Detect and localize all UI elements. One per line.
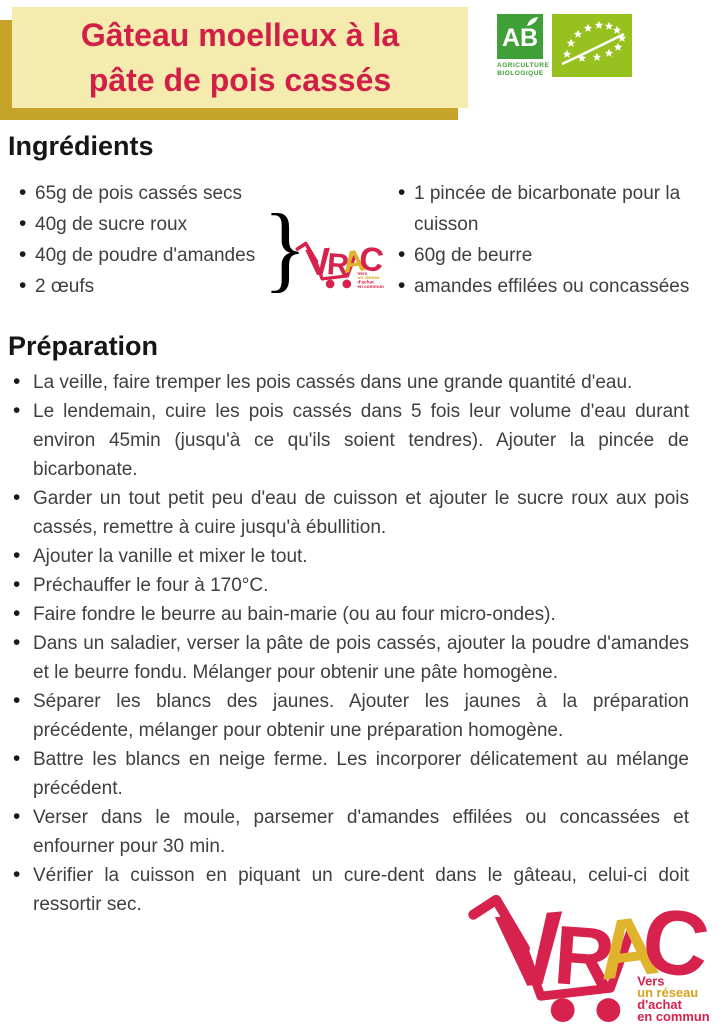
ingredient-item: • 40g de poudre d'amandes [19, 240, 319, 271]
page-title-line1: Gâteau moelleux à la [80, 16, 400, 53]
preparation-step: • Battre les blancs en neige ferme. Les incorporer délicatement au mélange précédent. [13, 745, 689, 803]
page-title-line2: pâte de pois cassés [88, 61, 392, 98]
preparation-step: • Le lendemain, cuire les pois cassés dans 5 fois leur volume d'eau durant environ 45min (jusqu'à ce qu'ils soient tendres). Ajouter la pincée de bicarbonate. [13, 397, 689, 484]
vrac-logo-small [293, 233, 389, 289]
preparation-step: • Faire fondre le beurre au bain-marie (ou au four micro-ondes). [13, 600, 689, 629]
ab-caption-line1: AGRICULTURE [497, 62, 550, 69]
preparation-steps-list [13, 368, 689, 919]
ab-logo-letters: AB [501, 24, 539, 52]
ingredient-item: • 65g de pois cassés secs [19, 178, 319, 209]
ab-caption-line2: BIOLOGIQUE [497, 70, 544, 77]
preparation-step: • Dans un saladier, verser la pâte de pois cassés, ajouter la poudre d'amandes et le beurre fondu. Mélanger pour obtenir une pâte homogène. [13, 629, 689, 687]
ingredient-item: • 60g de beurre [398, 240, 700, 271]
ingredient-item: • 40g de sucre roux [19, 209, 319, 240]
ingredients-list-right [398, 178, 700, 302]
preparation-step: • Ajouter la vanille et mixer le tout. [13, 542, 689, 571]
ab-organic-logo [497, 14, 550, 78]
vrac-logo-large [461, 871, 724, 1024]
page-title [81, 13, 399, 103]
ab-logo-square [497, 14, 543, 59]
ingredient-item: • 2 œufs [19, 271, 319, 302]
preparation-step: • Verser dans le moule, parsemer d'amandes effilées ou concassées et enfourner pour 30 min. [13, 803, 689, 861]
ingredients-brace: } [263, 194, 307, 301]
ingredient-item: • amandes effilées ou concassées [398, 271, 700, 302]
title-banner [12, 7, 468, 108]
preparation-step: • Vérifier la cuisson en piquant un cure-dent dans le gâteau, celui-ci doit ressortir sec. [13, 861, 689, 919]
preparation-step: • La veille, faire tremper les pois cassés dans une grande quantité d'eau. [13, 368, 689, 397]
preparation-heading: Préparation [8, 331, 159, 361]
preparation-step: • Garder un tout petit peu d'eau de cuisson et ajouter le sucre roux aux pois cassés, remettre à cuire jusqu'à ébullition. [13, 484, 689, 542]
preparation-step: • Préchauffer le four à 170°C. [13, 571, 689, 600]
preparation-step: • Séparer les blancs des jaunes. Ajouter les jaunes à la préparation précédente, mélanger pour obtenir une préparation homogène. [13, 687, 689, 745]
eu-organic-leaf-icon [552, 14, 632, 77]
ab-leaf-icon [525, 16, 540, 27]
ingredients-heading: Ingrédients [8, 131, 154, 161]
ingredient-item: • 1 pincée de bicarbonate pour la cuisson [398, 178, 700, 240]
